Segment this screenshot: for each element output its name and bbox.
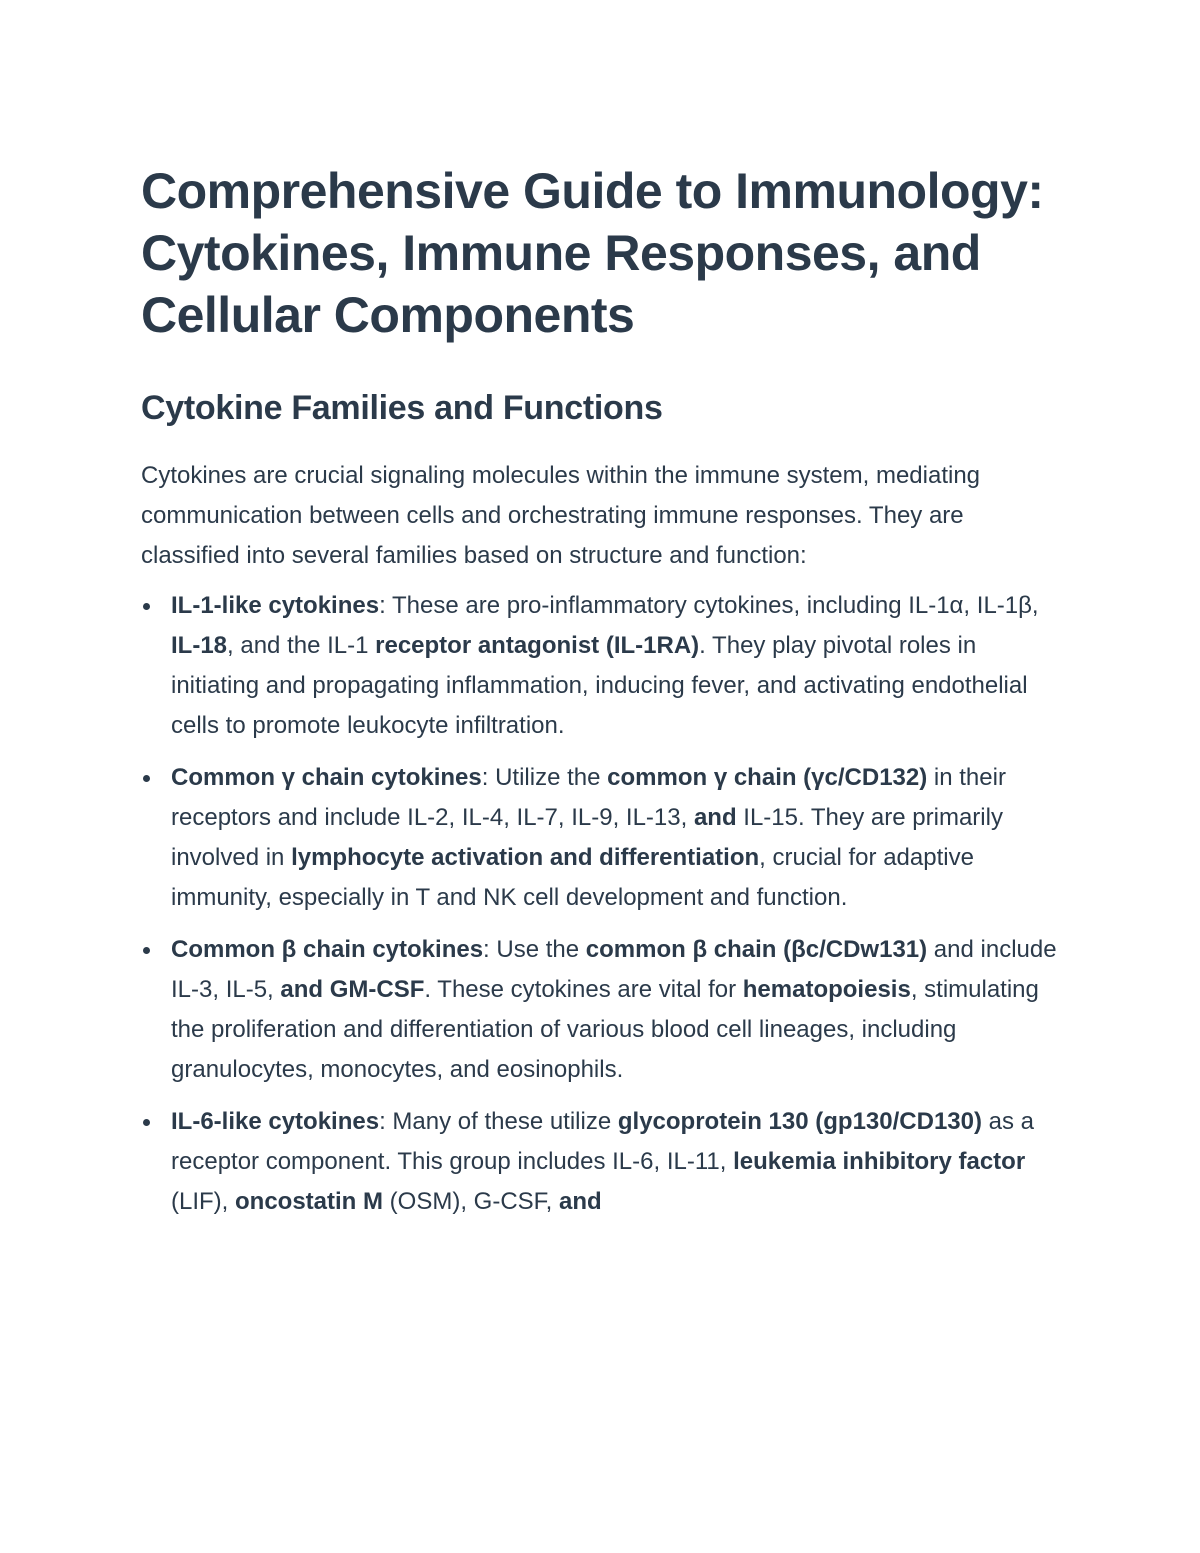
list-item (141, 930, 1061, 1090)
body-text: , and the IL-1 (227, 632, 376, 659)
body-text: (LIF), (171, 1188, 235, 1215)
bold-text: oncostatin M (235, 1188, 383, 1215)
body-text: in their receptors and include IL-2, IL-4, IL-7, IL-9, IL-13, (171, 764, 1006, 831)
bold-text: leukemia inhibitory factor (733, 1148, 1026, 1175)
body-text: , crucial for adaptive immunity, especially in T and NK cell development and function. (171, 844, 974, 911)
bold-text: lymphocyte activation and differentiation (291, 844, 760, 871)
bold-text: IL-18 (171, 632, 228, 659)
bold-text: hematopoiesis (742, 976, 911, 1003)
cytokine-family-list (141, 586, 1061, 1222)
body-text: . They play pivotal roles in initiating and propagating inflammation, inducing fever, and activating endothelial cells to promote leukocyte infiltration. (171, 632, 1028, 739)
body-text: as a receptor component. This group includes IL-6, IL-11, (171, 1108, 1035, 1175)
body-text: : Utilize the (481, 764, 608, 791)
bold-text: Common β chain cytokines (171, 936, 484, 963)
bold-text: and (693, 804, 737, 831)
body-text: : Many of these utilize (379, 1108, 618, 1135)
section-heading: Cytokine Families and Functions (141, 389, 663, 427)
bold-text: IL-1-like cytokines (171, 592, 380, 619)
document-page (141, 160, 1061, 1234)
bullet-icon (143, 1119, 150, 1126)
body-text: , stimulating the proliferation and differentiation of various blood cell lineages, including granulocytes, monocytes, and eosinophils. (171, 976, 1039, 1083)
bold-text: and (559, 1188, 602, 1215)
bullet-icon (143, 775, 150, 782)
list-item (141, 758, 1061, 918)
bold-text: common β chain (βc/CDw131) (585, 936, 928, 963)
body-text: : Use the (483, 936, 586, 963)
list-item (141, 1102, 1061, 1222)
bold-text: glycoprotein 130 (gp130/CD130) (617, 1108, 982, 1135)
body-text: IL-15. They are primarily involved in (171, 804, 1003, 871)
bold-text: Common γ chain cytokines (171, 764, 482, 791)
body-text: (OSM), G-CSF, (383, 1188, 559, 1215)
document-title: Comprehensive Guide to Immunology: Cytokines, Immune Responses, and Cellular Components (141, 163, 1044, 343)
bullet-icon (143, 603, 150, 610)
bold-text: receptor antagonist (375, 632, 600, 659)
intro-paragraph: Cytokines are crucial signaling molecules within the immune system, mediating communication between cells and orchestrating immune responses. They are classified into several families based on structure and function: (141, 462, 981, 569)
bold-text: and GM-CSF (280, 976, 425, 1003)
bold-text: (IL-1RA) (599, 632, 700, 659)
bold-text: IL-6-like cytokines (171, 1108, 380, 1135)
body-text: : These are pro-inflammatory cytokines, including IL-1α, IL-1β, (379, 592, 1039, 619)
body-text: and include IL-3, IL-5, (171, 936, 1057, 1003)
list-item (141, 586, 1061, 746)
bold-text: common γ chain (γc/CD132) (607, 764, 928, 791)
body-text: . These cytokines are vital for (424, 976, 743, 1003)
bullet-icon (143, 947, 150, 954)
